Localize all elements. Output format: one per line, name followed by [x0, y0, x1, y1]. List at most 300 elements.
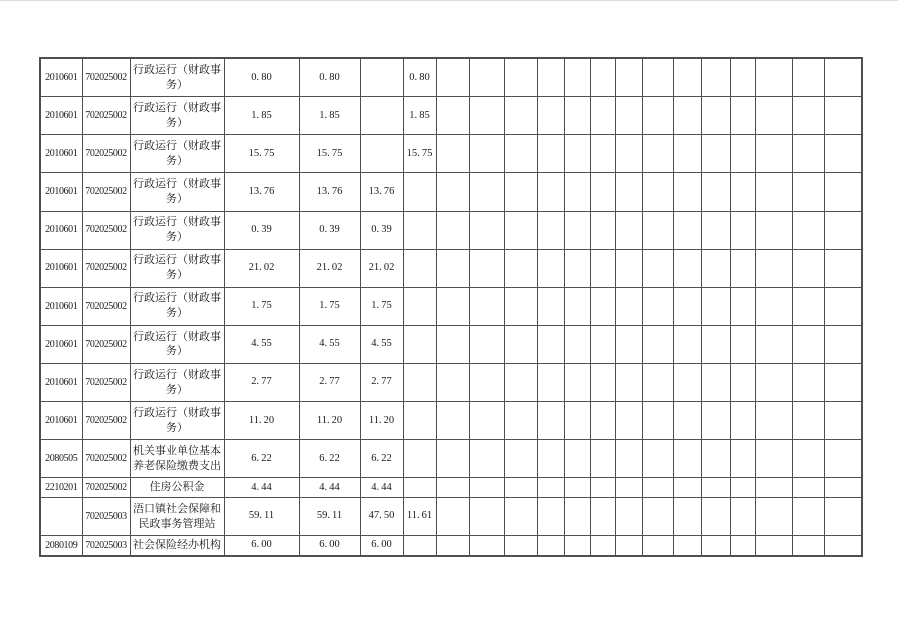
empty-cell: [564, 249, 590, 287]
item-name-cell: 住房公积金: [130, 478, 224, 498]
code-cell: 2010601: [40, 97, 82, 135]
empty-cell: [469, 478, 504, 498]
empty-cell: [504, 249, 537, 287]
empty-cell: [755, 249, 792, 287]
code-cell: 702025002: [82, 364, 130, 402]
empty-cell: [792, 173, 824, 211]
table-row: [40, 58, 862, 97]
empty-cell: [701, 440, 730, 478]
amount-cell: [360, 97, 403, 135]
empty-cell: [792, 478, 824, 498]
empty-cell: [824, 135, 862, 173]
amount-cell: 11. 20: [224, 402, 299, 440]
empty-cell: [824, 287, 862, 325]
empty-cell: [755, 97, 792, 135]
amount-cell: [403, 211, 436, 249]
empty-cell: [673, 498, 701, 536]
empty-cell: [615, 211, 642, 249]
table-row: [40, 478, 862, 498]
amount-cell: 2. 77: [224, 364, 299, 402]
empty-cell: [701, 287, 730, 325]
empty-cell: [824, 478, 862, 498]
empty-cell: [590, 478, 615, 498]
table-row: [40, 325, 862, 363]
empty-cell: [755, 287, 792, 325]
empty-cell: [792, 97, 824, 135]
table-row: [40, 97, 862, 135]
empty-cell: [564, 402, 590, 440]
empty-cell: [755, 211, 792, 249]
amount-cell: 21. 02: [224, 249, 299, 287]
empty-cell: [469, 211, 504, 249]
empty-cell: [642, 536, 673, 556]
empty-cell: [564, 325, 590, 363]
code-cell: 2080505: [40, 440, 82, 478]
amount-cell: 11. 20: [360, 402, 403, 440]
empty-cell: [504, 536, 537, 556]
empty-cell: [537, 440, 564, 478]
empty-cell: [564, 58, 590, 97]
empty-cell: [564, 97, 590, 135]
empty-cell: [755, 478, 792, 498]
amount-cell: 4. 44: [299, 478, 360, 498]
empty-cell: [642, 402, 673, 440]
empty-cell: [615, 440, 642, 478]
amount-cell: 2. 77: [299, 364, 360, 402]
empty-cell: [504, 287, 537, 325]
code-cell: 702025002: [82, 325, 130, 363]
empty-cell: [701, 402, 730, 440]
empty-cell: [436, 498, 469, 536]
code-cell: 2010601: [40, 287, 82, 325]
code-cell: 702025002: [82, 97, 130, 135]
amount-cell: [360, 135, 403, 173]
empty-cell: [537, 287, 564, 325]
empty-cell: [590, 440, 615, 478]
empty-cell: [436, 402, 469, 440]
empty-cell: [642, 478, 673, 498]
code-cell: 702025002: [82, 135, 130, 173]
empty-cell: [469, 287, 504, 325]
amount-cell: [403, 287, 436, 325]
empty-cell: [615, 498, 642, 536]
amount-cell: [403, 249, 436, 287]
empty-cell: [590, 364, 615, 402]
empty-cell: [730, 325, 755, 363]
empty-cell: [673, 135, 701, 173]
amount-cell: 6. 22: [360, 440, 403, 478]
empty-cell: [436, 325, 469, 363]
amount-cell: [403, 325, 436, 363]
item-name-cell: 行政运行（财政事务）: [130, 364, 224, 402]
budget-table: [39, 57, 863, 557]
code-cell: 2010601: [40, 135, 82, 173]
empty-cell: [824, 364, 862, 402]
empty-cell: [590, 402, 615, 440]
empty-cell: [701, 97, 730, 135]
amount-cell: 6. 00: [224, 536, 299, 556]
amount-cell: 21. 02: [299, 249, 360, 287]
amount-cell: [403, 364, 436, 402]
page-top-rule: [0, 0, 898, 1]
code-cell: 702025002: [82, 287, 130, 325]
empty-cell: [755, 536, 792, 556]
empty-cell: [615, 287, 642, 325]
empty-cell: [564, 498, 590, 536]
empty-cell: [615, 249, 642, 287]
empty-cell: [469, 249, 504, 287]
empty-cell: [730, 498, 755, 536]
empty-cell: [824, 402, 862, 440]
amount-cell: 1. 85: [224, 97, 299, 135]
empty-cell: [730, 58, 755, 97]
amount-cell: 6. 00: [299, 536, 360, 556]
empty-cell: [504, 97, 537, 135]
empty-cell: [504, 211, 537, 249]
empty-cell: [824, 58, 862, 97]
empty-cell: [642, 364, 673, 402]
empty-cell: [701, 498, 730, 536]
empty-cell: [673, 478, 701, 498]
empty-cell: [590, 249, 615, 287]
amount-cell: 0. 39: [360, 211, 403, 249]
code-cell: 702025002: [82, 440, 130, 478]
amount-cell: [403, 478, 436, 498]
empty-cell: [436, 287, 469, 325]
empty-cell: [701, 478, 730, 498]
empty-cell: [469, 135, 504, 173]
empty-cell: [504, 402, 537, 440]
code-cell: 2010601: [40, 364, 82, 402]
empty-cell: [730, 478, 755, 498]
empty-cell: [792, 364, 824, 402]
item-name-cell: 行政运行（财政事务）: [130, 287, 224, 325]
table-row: [40, 287, 862, 325]
empty-cell: [615, 173, 642, 211]
amount-cell: 21. 02: [360, 249, 403, 287]
empty-cell: [615, 536, 642, 556]
empty-cell: [504, 135, 537, 173]
empty-cell: [642, 211, 673, 249]
empty-cell: [673, 287, 701, 325]
code-cell: 702025002: [82, 211, 130, 249]
table-row: [40, 498, 862, 536]
empty-cell: [564, 440, 590, 478]
empty-cell: [469, 536, 504, 556]
empty-cell: [469, 440, 504, 478]
code-cell: 2010601: [40, 211, 82, 249]
empty-cell: [436, 135, 469, 173]
empty-cell: [564, 173, 590, 211]
empty-cell: [824, 211, 862, 249]
empty-cell: [590, 173, 615, 211]
empty-cell: [537, 58, 564, 97]
empty-cell: [615, 58, 642, 97]
empty-cell: [730, 536, 755, 556]
empty-cell: [436, 211, 469, 249]
empty-cell: [755, 325, 792, 363]
empty-cell: [792, 249, 824, 287]
item-name-cell: 行政运行（财政事务）: [130, 58, 224, 97]
empty-cell: [701, 211, 730, 249]
empty-cell: [755, 135, 792, 173]
empty-cell: [673, 58, 701, 97]
empty-cell: [642, 440, 673, 478]
empty-cell: [469, 498, 504, 536]
amount-cell: 15. 75: [403, 135, 436, 173]
amount-cell: 1. 85: [299, 97, 360, 135]
code-cell: 2210201: [40, 478, 82, 498]
empty-cell: [730, 440, 755, 478]
amount-cell: 4. 55: [360, 325, 403, 363]
empty-cell: [537, 402, 564, 440]
table-row: [40, 402, 862, 440]
empty-cell: [755, 173, 792, 211]
budget-table-body: [40, 58, 862, 556]
empty-cell: [436, 478, 469, 498]
code-cell: 2010601: [40, 173, 82, 211]
item-name-cell: 行政运行（财政事务）: [130, 249, 224, 287]
empty-cell: [701, 325, 730, 363]
empty-cell: [824, 173, 862, 211]
empty-cell: [615, 325, 642, 363]
empty-cell: [615, 135, 642, 173]
empty-cell: [564, 211, 590, 249]
empty-cell: [436, 536, 469, 556]
empty-cell: [730, 402, 755, 440]
empty-cell: [824, 249, 862, 287]
empty-cell: [642, 97, 673, 135]
table-row: [40, 364, 862, 402]
amount-cell: 15. 75: [224, 135, 299, 173]
empty-cell: [537, 498, 564, 536]
empty-cell: [673, 173, 701, 211]
empty-cell: [792, 498, 824, 536]
empty-cell: [436, 97, 469, 135]
code-cell: 702025002: [82, 402, 130, 440]
item-name-cell: 浯口镇社会保障和民政事务管理站: [130, 498, 224, 536]
empty-cell: [469, 364, 504, 402]
empty-cell: [701, 536, 730, 556]
table-row: [40, 249, 862, 287]
empty-cell: [642, 58, 673, 97]
empty-cell: [469, 58, 504, 97]
empty-cell: [792, 211, 824, 249]
amount-cell: 13. 76: [360, 173, 403, 211]
empty-cell: [701, 58, 730, 97]
amount-cell: 59. 11: [299, 498, 360, 536]
empty-cell: [755, 498, 792, 536]
empty-cell: [537, 97, 564, 135]
amount-cell: 13. 76: [299, 173, 360, 211]
amount-cell: 2. 77: [360, 364, 403, 402]
empty-cell: [792, 135, 824, 173]
amount-cell: 0. 39: [299, 211, 360, 249]
empty-cell: [792, 402, 824, 440]
amount-cell: 1. 75: [224, 287, 299, 325]
amount-cell: 59. 11: [224, 498, 299, 536]
empty-cell: [755, 364, 792, 402]
empty-cell: [673, 211, 701, 249]
table-row: [40, 211, 862, 249]
empty-cell: [642, 325, 673, 363]
empty-cell: [590, 211, 615, 249]
amount-cell: 4. 44: [224, 478, 299, 498]
empty-cell: [504, 364, 537, 402]
empty-cell: [792, 325, 824, 363]
item-name-cell: 行政运行（财政事务）: [130, 402, 224, 440]
item-name-cell: 行政运行（财政事务）: [130, 211, 224, 249]
code-cell: 702025003: [82, 498, 130, 536]
empty-cell: [792, 536, 824, 556]
empty-cell: [730, 249, 755, 287]
empty-cell: [701, 249, 730, 287]
amount-cell: 0. 80: [299, 58, 360, 97]
empty-cell: [673, 97, 701, 135]
empty-cell: [824, 498, 862, 536]
code-cell: 702025002: [82, 478, 130, 498]
empty-cell: [824, 97, 862, 135]
empty-cell: [537, 536, 564, 556]
amount-cell: 0. 39: [224, 211, 299, 249]
empty-cell: [537, 325, 564, 363]
empty-cell: [792, 58, 824, 97]
empty-cell: [564, 135, 590, 173]
empty-cell: [824, 440, 862, 478]
empty-cell: [642, 498, 673, 536]
empty-cell: [673, 249, 701, 287]
empty-cell: [590, 325, 615, 363]
amount-cell: 13. 76: [224, 173, 299, 211]
code-cell: 2010601: [40, 402, 82, 440]
empty-cell: [590, 135, 615, 173]
empty-cell: [673, 440, 701, 478]
item-name-cell: 行政运行（财政事务）: [130, 325, 224, 363]
empty-cell: [642, 249, 673, 287]
amount-cell: 4. 55: [299, 325, 360, 363]
empty-cell: [792, 440, 824, 478]
code-cell: 702025002: [82, 173, 130, 211]
amount-cell: 1. 75: [360, 287, 403, 325]
empty-cell: [730, 173, 755, 211]
empty-cell: [590, 287, 615, 325]
empty-cell: [537, 249, 564, 287]
amount-cell: 0. 80: [224, 58, 299, 97]
code-cell: 2010601: [40, 325, 82, 363]
empty-cell: [615, 97, 642, 135]
amount-cell: 4. 55: [224, 325, 299, 363]
empty-cell: [673, 364, 701, 402]
empty-cell: [642, 287, 673, 325]
empty-cell: [673, 536, 701, 556]
empty-cell: [701, 364, 730, 402]
empty-cell: [436, 249, 469, 287]
amount-cell: 15. 75: [299, 135, 360, 173]
empty-cell: [504, 478, 537, 498]
empty-cell: [615, 402, 642, 440]
code-cell: 702025002: [82, 249, 130, 287]
amount-cell: 1. 75: [299, 287, 360, 325]
empty-cell: [564, 287, 590, 325]
table-row: [40, 440, 862, 478]
empty-cell: [792, 287, 824, 325]
code-cell: 2010601: [40, 58, 82, 97]
code-cell: 702025002: [82, 58, 130, 97]
code-cell: 702025003: [82, 536, 130, 556]
empty-cell: [537, 135, 564, 173]
empty-cell: [436, 440, 469, 478]
empty-cell: [436, 364, 469, 402]
amount-cell: [403, 402, 436, 440]
empty-cell: [673, 402, 701, 440]
empty-cell: [755, 402, 792, 440]
empty-cell: [436, 173, 469, 211]
empty-cell: [564, 536, 590, 556]
empty-cell: [590, 498, 615, 536]
empty-cell: [701, 135, 730, 173]
amount-cell: 0. 80: [403, 58, 436, 97]
empty-cell: [504, 498, 537, 536]
empty-cell: [537, 173, 564, 211]
amount-cell: 47. 50: [360, 498, 403, 536]
empty-cell: [537, 364, 564, 402]
empty-cell: [537, 211, 564, 249]
empty-cell: [642, 173, 673, 211]
empty-cell: [436, 58, 469, 97]
empty-cell: [469, 97, 504, 135]
empty-cell: [730, 211, 755, 249]
empty-cell: [469, 402, 504, 440]
code-cell: 2010601: [40, 249, 82, 287]
empty-cell: [504, 173, 537, 211]
empty-cell: [590, 536, 615, 556]
empty-cell: [730, 287, 755, 325]
empty-cell: [537, 478, 564, 498]
amount-cell: 11. 20: [299, 402, 360, 440]
table-row: [40, 135, 862, 173]
empty-cell: [564, 478, 590, 498]
empty-cell: [730, 135, 755, 173]
empty-cell: [730, 97, 755, 135]
code-cell: [40, 498, 82, 536]
empty-cell: [590, 58, 615, 97]
amount-cell: 6. 22: [224, 440, 299, 478]
empty-cell: [755, 440, 792, 478]
amount-cell: [403, 536, 436, 556]
empty-cell: [701, 173, 730, 211]
empty-cell: [469, 325, 504, 363]
amount-cell: 6. 00: [360, 536, 403, 556]
table-row: [40, 536, 862, 556]
table-row: [40, 173, 862, 211]
item-name-cell: 行政运行（财政事务）: [130, 135, 224, 173]
amount-cell: 6. 22: [299, 440, 360, 478]
empty-cell: [590, 97, 615, 135]
item-name-cell: 行政运行（财政事务）: [130, 97, 224, 135]
amount-cell: 11. 61: [403, 498, 436, 536]
empty-cell: [673, 325, 701, 363]
empty-cell: [504, 325, 537, 363]
amount-cell: 1. 85: [403, 97, 436, 135]
item-name-cell: 社会保险经办机构: [130, 536, 224, 556]
empty-cell: [642, 135, 673, 173]
empty-cell: [504, 58, 537, 97]
empty-cell: [755, 58, 792, 97]
item-name-cell: 行政运行（财政事务）: [130, 173, 224, 211]
amount-cell: [360, 58, 403, 97]
code-cell: 2080109: [40, 536, 82, 556]
empty-cell: [504, 440, 537, 478]
